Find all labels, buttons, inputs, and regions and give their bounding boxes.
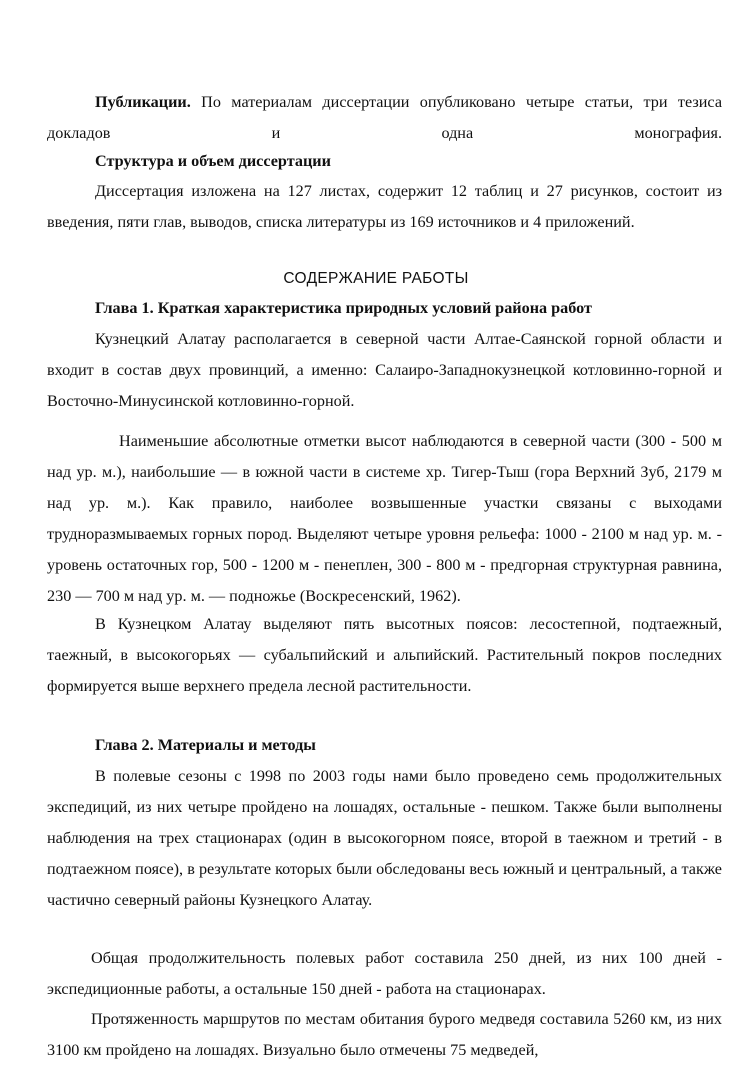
chapter2-paragraph-3: Протяженность маршрутов по местам обитания бурого медведя составила 5260 км, из них 3100 км пройдено на лошадях. Визуально было отмечены 75 медведей,	[47, 1010, 722, 1059]
chapter1-paragraph-2: Наименьшие абсолютные отметки высот наблюдаются в северной части (300 - 500 м над ур. м.), наибольшие — в южной части в системе хр. Тигер-Тыш (гора Верхний Зуб, 2179 м над ур. м.). Как правило, наиболее возвышенные участки связаны с выходами трудноразмываемых горных пород. Выделяют четыре уровня рельефа: 1000 - 2100 м над ур. м. - уровень остаточных гор, 500 - 1200 м - пенеплен, 300 - 800 м - предгорная структурная равнина, 230 — 700 м над ур. м. — подножье (Воскресенский, 1962).	[47, 432, 722, 605]
publications-label: Публикации.	[95, 93, 191, 111]
publications-text: По материалам диссертации опубликовано четыре статьи, три тезиса докладов и одна монография.	[47, 93, 723, 142]
structure-paragraph: Диссертация изложена на 127 листах, содержит 12 таблиц и 27 рисунков, состоит из введения, пяти глав, выводов, списка литературы из 169 источников и 4 приложений.	[47, 182, 722, 231]
structure-heading: Структура и объем диссертации	[95, 152, 331, 170]
chapter2-paragraph-2: Общая продолжительность полевых работ составила 250 дней, из них 100 дней - экспедиционные работы, а остальные 150 дней - работа на стационарах.	[47, 949, 722, 998]
publications-paragraph	[47, 87, 722, 149]
chapter1-paragraph-1: Кузнецкий Алатау располагается в северной части Алтае-Саянской горной области и входит в состав двух провинций, а именно: Салаиро-Западнокузнецкой котловинно-горной и Восточно-Минусинской котловинно-горной.	[47, 330, 722, 410]
chapter2-heading: Глава 2. Материалы и методы	[95, 736, 316, 754]
chapter2-paragraph-1: В полевые сезоны с 1998 по 2003 годы нами было проведено семь продолжительных экспедиций, из них четыре пройдено на лошадях, остальные - пешком. Также были выполнены наблюдения на трех стационарах (один в высокогорном поясе, второй в таежном и третий - в подтаежном поясе), в результате которых были обследованы весь южный и центральный, а также частично северный районы Кузнецкого Алатау.	[47, 767, 722, 909]
chapter1-heading: Глава 1. Краткая характеристика природных условий района работ	[95, 299, 592, 317]
contents-title: СОДЕРЖАНИЕ РАБОТЫ	[283, 270, 469, 287]
chapter1-paragraph-3: В Кузнецком Алатау выделяют пять высотных поясов: лесостепной, подтаежный, таежный, в высокогорьях — субальпийский и альпийский. Растительный покров последних формируется выше верхнего предела лесной растительности.	[47, 615, 722, 695]
